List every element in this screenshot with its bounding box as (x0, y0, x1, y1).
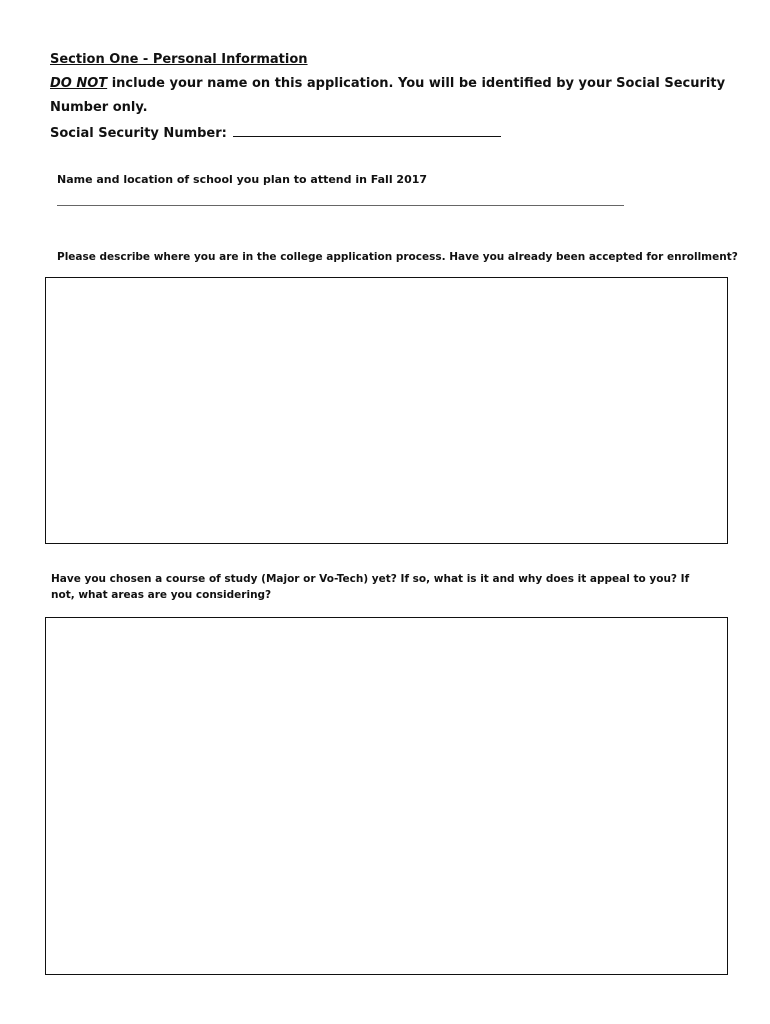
ssn-blank-field[interactable] (233, 124, 501, 137)
school-question: Name and location of school you plan to attend in Fall 2017 (57, 173, 428, 186)
course-of-study-answer-box[interactable] (45, 617, 728, 975)
application-process-question: Please describe where you are in the college application process. Have you already been accepted for enrollment? (57, 251, 738, 263)
ssn-row (50, 124, 501, 141)
notice-emphasis: DO NOT (50, 76, 108, 91)
ssn-label: Social Security Number: (50, 126, 227, 141)
course-question-line-2: not, what areas are you considering? (51, 589, 272, 601)
application-process-answer-box[interactable] (45, 277, 728, 544)
school-answer-line[interactable] (57, 205, 624, 206)
notice-line (50, 76, 725, 91)
course-of-study-question (51, 571, 689, 603)
notice-text-continued: Number only. (50, 100, 148, 115)
notice-text: include your name on this application. You will be identified by your Social Security (107, 76, 726, 91)
section-heading: Section One - Personal Information (50, 52, 308, 67)
course-question-line-1: Have you chosen a course of study (Major or Vo-Tech) yet? If so, what is it and why does it appeal to you? If (51, 573, 690, 585)
